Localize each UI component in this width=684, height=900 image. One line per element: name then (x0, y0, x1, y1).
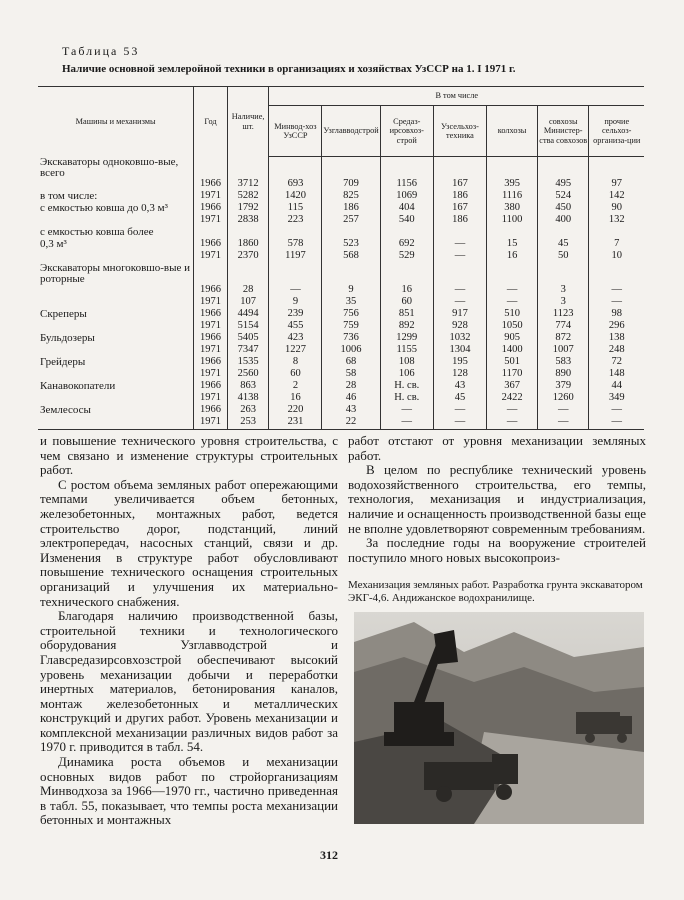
value-cell: 5405 (227, 333, 269, 345)
year-cell: 1966 (194, 357, 228, 369)
value-cell: — (487, 417, 538, 430)
year-cell: 1966 (194, 239, 228, 251)
value-cell: 45 (538, 239, 589, 251)
value-cell: 28 (322, 381, 380, 393)
value-cell: 692 (380, 239, 433, 251)
value-cell (487, 227, 538, 239)
value-cell: 905 (487, 333, 538, 345)
paragraph: Динамика роста объемов и механизации основных видов работ по стройорганизациям Минводхоза за 1966—1970 гг., частично приведенная в табл. 55, показывает, что темпы роста механизации бетонных и монтажных (40, 754, 338, 828)
year-cell: 1971 (194, 417, 228, 430)
header-group: В том числе (269, 87, 644, 106)
value-cell (227, 157, 269, 179)
value-cell: 195 (433, 357, 486, 369)
value-cell: 138 (589, 333, 644, 345)
value-cell: 1260 (538, 393, 589, 405)
year-cell: 1971 (194, 321, 228, 333)
table-row (38, 263, 644, 285)
value-cell: 736 (322, 333, 380, 345)
row-label (38, 393, 194, 405)
row-label: в том числе: (40, 190, 98, 202)
photo-caption: Механизация земляных работ. Разработка грунта экскаватором ЭКГ-4,6. Андижанское водохранилище. (348, 579, 643, 604)
value-cell: 16 (380, 285, 433, 297)
value-cell: — (487, 297, 538, 309)
value-cell: 1535 (227, 357, 269, 369)
value-cell: 395 (487, 179, 538, 191)
value-cell: 1170 (487, 369, 538, 381)
value-cell: 928 (433, 321, 486, 333)
year-cell (194, 227, 228, 239)
value-cell (322, 263, 380, 285)
value-cell: 1227 (269, 345, 322, 357)
row-label: Экскаваторы одноковшо-вые, всего (40, 155, 179, 179)
value-cell: 220 (269, 405, 322, 417)
value-cell: 578 (269, 239, 322, 251)
value-cell: 540 (380, 215, 433, 227)
value-cell: 108 (380, 357, 433, 369)
value-cell: 825 (322, 191, 380, 203)
value-cell: — (433, 239, 486, 251)
value-cell: 5282 (227, 191, 269, 203)
year-cell: 1966 (194, 203, 228, 215)
value-cell: — (380, 405, 433, 417)
value-cell: 404 (380, 203, 433, 215)
value-cell: 60 (380, 297, 433, 309)
value-cell: 97 (589, 179, 644, 191)
row-label (38, 285, 194, 297)
value-cell: 400 (538, 215, 589, 227)
value-cell: 709 (322, 179, 380, 191)
value-cell: 253 (227, 417, 269, 430)
value-cell: 35 (322, 297, 380, 309)
header-sub: Узглавводстрой (322, 106, 380, 157)
paragraph: работ отстают от уровня механизации земляных работ. (348, 433, 646, 463)
year-cell: 1966 (194, 381, 228, 393)
table-row (38, 157, 644, 179)
value-cell: 2370 (227, 251, 269, 263)
value-cell: 7 (589, 239, 644, 251)
table-row (38, 321, 644, 333)
value-cell: 72 (589, 357, 644, 369)
table-row (38, 239, 644, 251)
table-row (38, 203, 644, 215)
value-cell: 367 (487, 381, 538, 393)
row-label: с емкостью ковша более (40, 226, 154, 238)
right-column-text (348, 434, 646, 565)
row-label: 0,3 м³ (40, 238, 67, 250)
row-label: Канавокопатели (40, 380, 116, 392)
value-cell: 529 (380, 251, 433, 263)
value-cell: 263 (227, 405, 269, 417)
excavator-photo (354, 612, 644, 824)
row-label (38, 179, 194, 191)
value-cell: 186 (322, 203, 380, 215)
table-row (38, 215, 644, 227)
paragraph: и повышение технического уровня строительства, с чем связано и изменение структуры строительных работ. (40, 433, 338, 478)
value-cell (227, 227, 269, 239)
value-cell: 1123 (538, 309, 589, 321)
value-cell: 16 (487, 251, 538, 263)
value-cell (487, 157, 538, 179)
value-cell: 142 (589, 191, 644, 203)
year-cell: 1966 (194, 179, 228, 191)
value-cell: — (487, 285, 538, 297)
value-cell: 148 (589, 369, 644, 381)
value-cell: 2838 (227, 215, 269, 227)
value-cell: 1116 (487, 191, 538, 203)
value-cell (322, 157, 380, 179)
value-cell: 45 (433, 393, 486, 405)
value-cell: 239 (269, 309, 322, 321)
value-cell: 50 (538, 251, 589, 263)
value-cell (269, 157, 322, 179)
value-cell: 892 (380, 321, 433, 333)
value-cell: — (589, 297, 644, 309)
value-cell: 9 (269, 297, 322, 309)
value-cell: 774 (538, 321, 589, 333)
value-cell: — (433, 417, 486, 430)
value-cell: 115 (269, 203, 322, 215)
value-cell: 349 (589, 393, 644, 405)
value-cell: 3 (538, 285, 589, 297)
value-cell: 1299 (380, 333, 433, 345)
value-cell: 510 (487, 309, 538, 321)
value-cell: 1050 (487, 321, 538, 333)
value-cell (433, 157, 486, 179)
value-cell: 58 (322, 369, 380, 381)
table-row (38, 417, 644, 430)
value-cell: 167 (433, 179, 486, 191)
value-cell: 693 (269, 179, 322, 191)
value-cell (538, 263, 589, 285)
row-label: Грейдеры (40, 356, 86, 368)
value-cell: 167 (433, 203, 486, 215)
year-cell: 1966 (194, 309, 228, 321)
value-cell (433, 263, 486, 285)
year-cell: 1971 (194, 191, 228, 203)
value-cell: 583 (538, 357, 589, 369)
value-cell: 1007 (538, 345, 589, 357)
header-machines: Машины и механизмы (38, 87, 194, 157)
page-number: 312 (320, 848, 338, 862)
table-row (38, 345, 644, 357)
value-cell: 43 (322, 405, 380, 417)
value-cell: 231 (269, 417, 322, 430)
table-row (38, 227, 644, 239)
value-cell: 1792 (227, 203, 269, 215)
value-cell: 107 (227, 297, 269, 309)
value-cell (380, 263, 433, 285)
value-cell: 851 (380, 309, 433, 321)
row-label: Землесосы (40, 404, 91, 416)
value-cell (538, 157, 589, 179)
value-cell: 43 (433, 381, 486, 393)
value-cell: 759 (322, 321, 380, 333)
value-cell: 248 (589, 345, 644, 357)
table-row (38, 309, 644, 321)
row-label (38, 369, 194, 381)
paragraph: За последние годы на вооружение строителей поступило много новых высокопроиз- (348, 535, 646, 565)
table-row (38, 357, 644, 369)
value-cell (380, 157, 433, 179)
year-cell: 1971 (194, 393, 228, 405)
value-cell: 1100 (487, 215, 538, 227)
value-cell: 15 (487, 239, 538, 251)
value-cell: 128 (433, 369, 486, 381)
value-cell: 1156 (380, 179, 433, 191)
value-cell: 2422 (487, 393, 538, 405)
row-label (38, 297, 194, 309)
value-cell: — (433, 405, 486, 417)
equipment-table (38, 86, 644, 430)
value-cell: — (589, 285, 644, 297)
value-cell (589, 227, 644, 239)
row-label: Экскаваторы многоковшо-вые и роторные (40, 261, 191, 285)
row-label (38, 417, 194, 430)
value-cell: — (433, 297, 486, 309)
paragraph: Благодаря наличию производственной базы, строительной техники и технологического оборудования Узглавводстрой и Главсредазирсовхозстрой обеспечивают высокий уровень механизации добычи и переработки инертных материалов, бетонирования каналов, монтаж железобетонных и металлических конструкций и других работ. Уровень механизации и комплексной механизации различных видов работ за 1970 г. приводится в табл. 54. (40, 608, 338, 755)
row-label: с емкостью ковша до 0,3 м³ (40, 202, 168, 214)
value-cell: 90 (589, 203, 644, 215)
table-row (38, 297, 644, 309)
value-cell: 22 (322, 417, 380, 430)
paragraph: С ростом объема земляных работ опережающими темпами увеличивается объем бетонных, железобетонных, монтажных работ, ведется строительство дорог, подстанций, линий электропередач, насосных станций, связи и др. Изменения в структуре работ обусловливают повышение технического оснащения строительных организаций и улучшения их материально-технического снабжения. (40, 476, 338, 609)
value-cell: 501 (487, 357, 538, 369)
value-cell (269, 263, 322, 285)
value-cell (269, 227, 322, 239)
value-cell: — (589, 417, 644, 430)
year-cell: 1971 (194, 345, 228, 357)
value-cell: 60 (269, 369, 322, 381)
value-cell: — (433, 285, 486, 297)
value-cell: Н. св. (380, 381, 433, 393)
year-cell: 1971 (194, 215, 228, 227)
value-cell: 1069 (380, 191, 433, 203)
value-cell: 10 (589, 251, 644, 263)
value-cell: 1006 (322, 345, 380, 357)
year-cell (194, 263, 228, 285)
header-sub: Средаз-ирсовхоз-строй (380, 106, 433, 157)
value-cell: 98 (589, 309, 644, 321)
year-cell (194, 157, 228, 179)
table-number: Таблица 53 (62, 44, 140, 58)
value-cell: — (538, 405, 589, 417)
table-row (38, 405, 644, 417)
header-sub: колхозы (487, 106, 538, 157)
table-row (38, 285, 644, 297)
header-sub: Минвод-хоз УзССР (269, 106, 322, 157)
value-cell (380, 227, 433, 239)
header-sub: Узсельхоз-техника (433, 106, 486, 157)
value-cell: 2 (269, 381, 322, 393)
value-cell: 450 (538, 203, 589, 215)
value-cell: 68 (322, 357, 380, 369)
value-cell: 917 (433, 309, 486, 321)
value-cell: 863 (227, 381, 269, 393)
table-row (38, 191, 644, 203)
value-cell: 3 (538, 297, 589, 309)
value-cell: 5154 (227, 321, 269, 333)
value-cell: 1304 (433, 345, 486, 357)
value-cell: 223 (269, 215, 322, 227)
value-cell: — (380, 417, 433, 430)
table-row (38, 381, 644, 393)
value-cell (322, 227, 380, 239)
value-cell: 186 (433, 191, 486, 203)
value-cell: 3712 (227, 179, 269, 191)
table-row (38, 179, 644, 191)
value-cell: 28 (227, 285, 269, 297)
value-cell: 523 (322, 239, 380, 251)
value-cell: 1032 (433, 333, 486, 345)
value-cell: 4494 (227, 309, 269, 321)
value-cell: 7347 (227, 345, 269, 357)
row-label: Бульдозеры (40, 332, 95, 344)
value-cell: — (269, 285, 322, 297)
value-cell (589, 157, 644, 179)
value-cell: 44 (589, 381, 644, 393)
value-cell: 379 (538, 381, 589, 393)
value-cell: 16 (269, 393, 322, 405)
value-cell: 4138 (227, 393, 269, 405)
value-cell (589, 263, 644, 285)
paragraph: В целом по республике технический уровень водохозяйственного строительства, его темпы, технология, механизация и индустриализация, наличие и оснащенность производственной базы еще не вполне удовлетворяют современным требованиям. (348, 462, 646, 536)
value-cell: — (538, 417, 589, 430)
value-cell: 380 (487, 203, 538, 215)
value-cell: — (589, 405, 644, 417)
value-cell: 423 (269, 333, 322, 345)
value-cell: — (433, 251, 486, 263)
table-row (38, 393, 644, 405)
left-column-text (40, 434, 338, 828)
value-cell: 257 (322, 215, 380, 227)
table-title: Наличие основной землеройной техники в организациях и хозяйствах УзССР на 1. I 1971 г. (62, 63, 516, 75)
value-cell: — (487, 405, 538, 417)
value-cell (487, 263, 538, 285)
year-cell: 1966 (194, 285, 228, 297)
row-label (38, 215, 194, 227)
value-cell: 890 (538, 369, 589, 381)
row-label (38, 345, 194, 357)
year-cell: 1971 (194, 369, 228, 381)
row-label (38, 321, 194, 333)
value-cell: 8 (269, 357, 322, 369)
year-cell: 1971 (194, 251, 228, 263)
row-label: Скреперы (40, 308, 87, 320)
value-cell: 1155 (380, 345, 433, 357)
value-cell (538, 227, 589, 239)
value-cell: 2560 (227, 369, 269, 381)
value-cell: 455 (269, 321, 322, 333)
year-cell: 1966 (194, 405, 228, 417)
header-sub: прочие сельхоз-организа-ции (589, 106, 644, 157)
value-cell: 568 (322, 251, 380, 263)
value-cell: 1420 (269, 191, 322, 203)
header-year: Год (194, 87, 228, 157)
table-row (38, 369, 644, 381)
value-cell: 132 (589, 215, 644, 227)
value-cell: 186 (433, 215, 486, 227)
year-cell: 1966 (194, 333, 228, 345)
value-cell: Н. св. (380, 393, 433, 405)
value-cell: 1400 (487, 345, 538, 357)
value-cell (227, 263, 269, 285)
value-cell: 524 (538, 191, 589, 203)
value-cell: 106 (380, 369, 433, 381)
value-cell: 1860 (227, 239, 269, 251)
value-cell: 872 (538, 333, 589, 345)
table-row (38, 333, 644, 345)
table-row (38, 251, 644, 263)
value-cell: 756 (322, 309, 380, 321)
year-cell: 1971 (194, 297, 228, 309)
value-cell: 9 (322, 285, 380, 297)
value-cell: 495 (538, 179, 589, 191)
value-cell (433, 227, 486, 239)
header-sub: совхозы Министер-ства совхозов (538, 106, 589, 157)
row-label (38, 251, 194, 263)
value-cell: 1197 (269, 251, 322, 263)
value-cell: 46 (322, 393, 380, 405)
header-available: Наличие, шт. (227, 87, 269, 157)
value-cell: 296 (589, 321, 644, 333)
